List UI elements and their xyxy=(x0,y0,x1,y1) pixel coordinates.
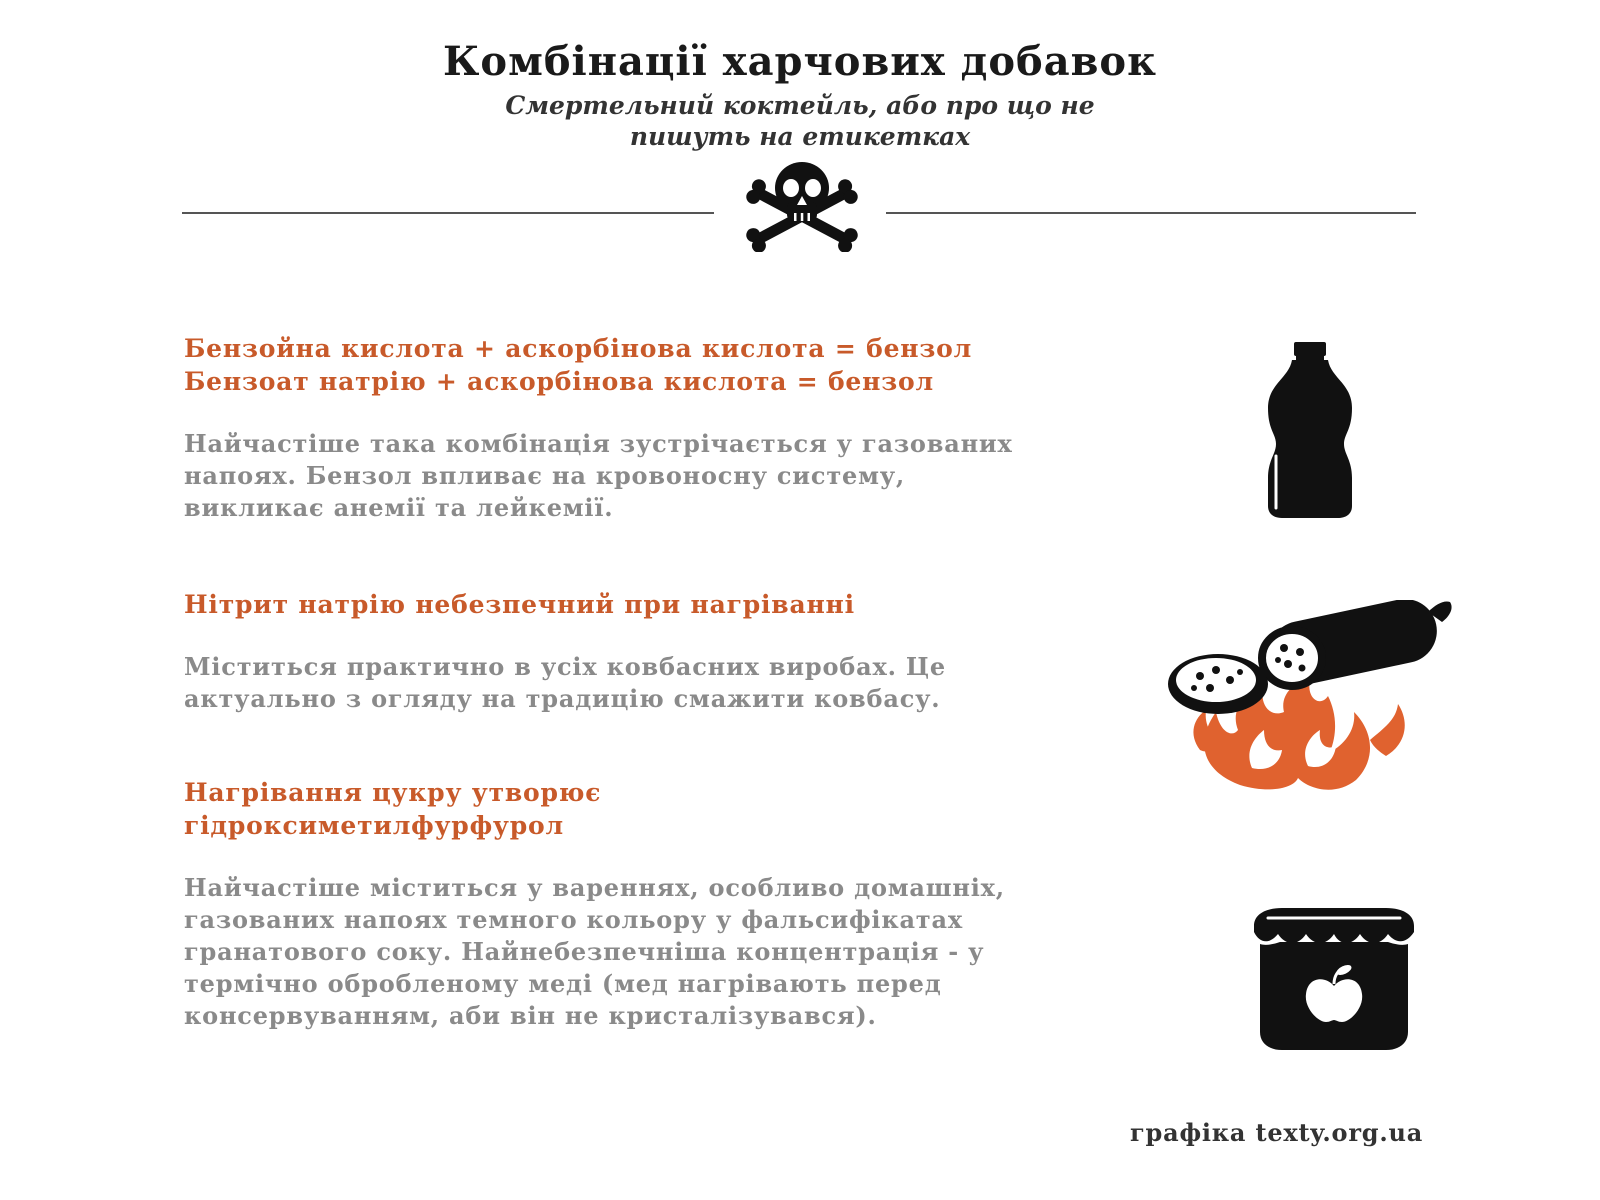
body-line: консервуванням, аби він не кристалізувався). xyxy=(184,1001,877,1030)
heading-line: Нітрит натрію небезпечний при нагріванні xyxy=(184,590,855,619)
body-line: викликає анемії та лейкемії. xyxy=(184,493,614,522)
credit-text: графіка texty.org.ua xyxy=(1130,1118,1424,1147)
section-hmf xyxy=(184,776,1144,1032)
heading-line: гідроксиметилфурфурол xyxy=(184,811,564,840)
body-line: напоях. Бензол впливає на кровоносну систему, xyxy=(184,461,906,490)
section-body xyxy=(184,651,1144,715)
heading-line: Нагрівання цукру утворює xyxy=(184,778,602,807)
divider-left xyxy=(182,212,714,214)
section-heading xyxy=(184,332,1144,398)
section-body xyxy=(184,872,1144,1032)
subtitle-line-1: Смертельний коктейль, або про що не xyxy=(505,91,1095,120)
heading-line: Бензоат натрію + аскорбінова кислота = бензол xyxy=(184,367,934,396)
sausage-fire-icon xyxy=(1160,600,1460,800)
body-line: актуально з огляду на традицію смажити ковбасу. xyxy=(184,684,941,713)
section-nitrite xyxy=(184,588,1144,715)
subtitle-line-2: пишуть на етикетках xyxy=(629,122,971,151)
page-title: Комбінації харчових добавок xyxy=(443,38,1157,85)
skull-crossbones-icon xyxy=(742,158,862,252)
section-benzene xyxy=(184,332,1144,524)
section-heading xyxy=(184,588,1144,621)
section-body xyxy=(184,428,1144,524)
body-line: газованих напоях темного кольору у фальсифікатах xyxy=(184,905,963,934)
heading-line: Бензойна кислота + аскорбінова кислота = бензол xyxy=(184,334,973,363)
page-subtitle xyxy=(420,90,1180,152)
body-line: Міститься практично в усіх ковбасних виробах. Це xyxy=(184,652,946,681)
body-line: гранатового соку. Найнебезпечніша концентрація - у xyxy=(184,937,985,966)
jam-jar-icon xyxy=(1246,904,1422,1052)
bottle-icon xyxy=(1262,338,1358,520)
body-line: Найчастіше міститься у вареннях, особливо домашніх, xyxy=(184,873,1005,902)
section-heading xyxy=(184,776,1144,842)
body-line: термічно обробленому меді (мед нагрівають перед xyxy=(184,969,942,998)
body-line: Найчастіше така комбінація зустрічається у газованих xyxy=(184,429,1013,458)
divider-right xyxy=(886,212,1416,214)
